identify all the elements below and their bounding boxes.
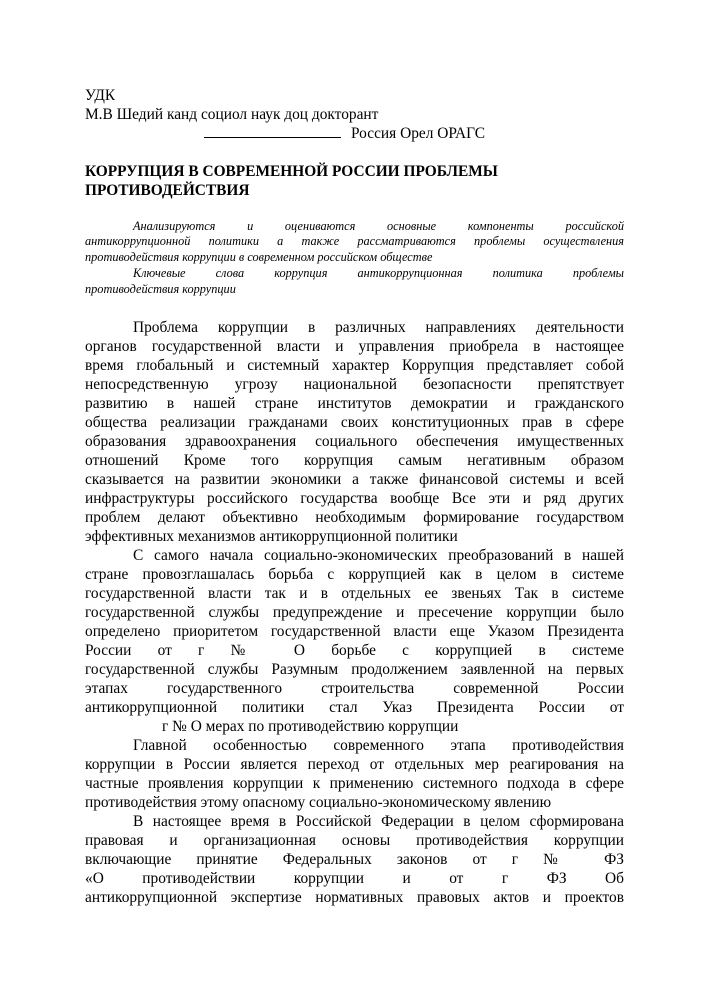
body-line: инфраструктуры российского государства вообще Все эти и ряд других xyxy=(85,490,624,507)
body-line: государственной службы Разумным продолжением заявленной на первых xyxy=(85,661,624,678)
body-line: сказывается на развитии экономики а также финансовой системы и всей xyxy=(85,471,624,488)
body-line: В настоящее время в Российской Федерации в целом сформирована xyxy=(133,813,624,830)
body-line: коррупции в России является переход от отдельных мер реагирования на xyxy=(85,756,624,773)
author-line: М.В Шедий канд социол наук доц докторант xyxy=(85,106,379,123)
body-line: г № О мерах по противодействию коррупции xyxy=(162,718,459,735)
affiliation-line: Россия Орел ОРАГС xyxy=(351,125,486,142)
body-line: России от г № О борьбе с коррупцией в системе xyxy=(85,642,624,659)
body-line: противодействия этому опасному социально-экономическому явлению xyxy=(85,794,552,811)
abstract-line: антикоррупционной политики а также рассматриваются проблемы осуществления xyxy=(85,234,624,248)
body-line: определено приоритетом государственной власти еще Указом Президента xyxy=(85,623,624,640)
body-line: проблем делают объективно необходимым формирование государством xyxy=(85,509,624,526)
body-line: стране провозглашалась борьба с коррупцией как в целом в системе xyxy=(85,566,624,583)
body-line: антикоррупционной экспертизе нормативных правовых актов и проектов xyxy=(85,889,624,906)
body-line: частные проявления коррупции к применению системного подхода в сфере xyxy=(85,775,624,792)
body-line: «О противодействии коррупции и от г ФЗ Об xyxy=(85,870,624,887)
body-line: непосредственную угрозу национальной безопасности препятствует xyxy=(85,376,624,393)
body-line: антикоррупционной политики стал Указ Президента России от xyxy=(85,699,624,716)
keywords-line: противодействия коррупции xyxy=(85,282,236,296)
article-title-line-1: КОРРУПЦИЯ В СОВРЕМЕННОЙ РОССИИ ПРОБЛЕМЫ xyxy=(85,163,498,180)
body-line: государственной службы предупреждение и пресечение коррупции было xyxy=(85,604,624,621)
abstract-line: Анализируются и оцениваются основные компоненты российской xyxy=(133,219,624,233)
body-line: общества реализации гражданами своих конституционных прав в сфере xyxy=(85,414,624,431)
keywords-line: Ключевые слова коррупция антикоррупционная политика проблемы xyxy=(133,266,624,280)
udk-label: УДК xyxy=(85,87,116,104)
body-line: развитию в нашей стране институтов демократии и гражданского xyxy=(85,395,624,412)
abstract-line: противодействия коррупции в современном российском обществе xyxy=(85,250,433,264)
body-line: эффективных механизмов антикоррупционной политики xyxy=(85,528,458,545)
body-line: время глобальный и системный характер Коррупция представляет собой xyxy=(85,357,624,374)
body-line: органов государственной власти и управления приобрела в настоящее xyxy=(85,338,624,355)
body-line: образования здравоохранения социального обеспечения имущественных xyxy=(85,433,624,450)
body-line: С самого начала социально-экономических преобразований в нашей xyxy=(133,547,624,564)
body-line: государственной власти так и в отдельных ее звеньях Так в системе xyxy=(85,585,624,602)
body-line: этапах государственного строительства современной России xyxy=(85,680,624,697)
article-title-line-2: ПРОТИВОДЕЙСТВИЯ xyxy=(85,182,250,199)
body-line: отношений Кроме того коррупция самым негативным образом xyxy=(85,452,624,469)
body-line: Главной особенностью современного этапа противодействия xyxy=(133,737,624,754)
blank-underline xyxy=(204,137,341,138)
body-line: включающие принятие Федеральных законов от г № ФЗ xyxy=(85,851,624,868)
body-line: правовая и организационная основы противодействия коррупции xyxy=(85,832,624,849)
body-line: Проблема коррупции в различных направлениях деятельности xyxy=(133,319,624,336)
